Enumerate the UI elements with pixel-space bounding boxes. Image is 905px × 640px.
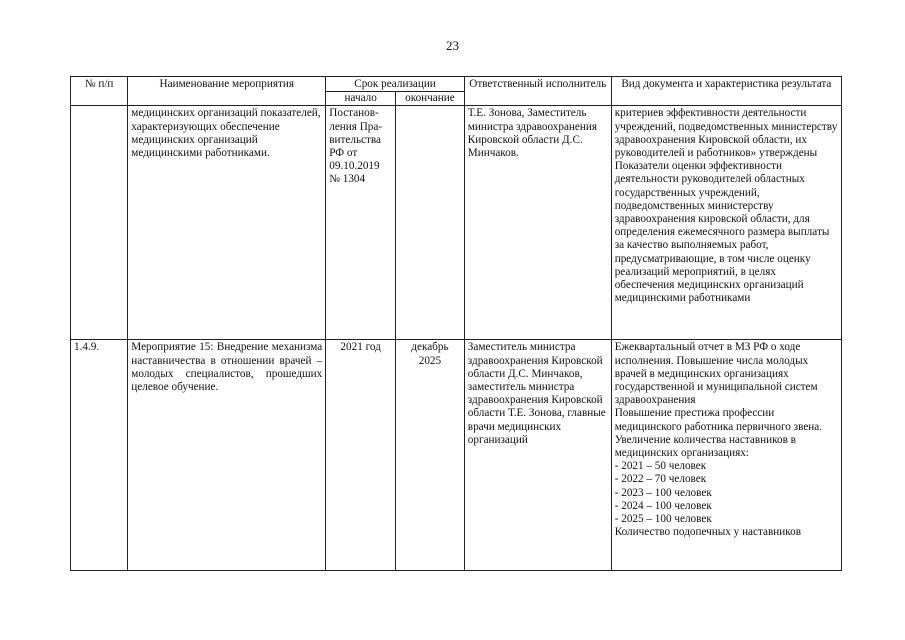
cell-name: Мероприятие 15: Внедрение механизма наставничества в отношении врачей – молодых специалистов, прошедших целевое обучение. bbox=[128, 340, 326, 571]
cell-end: декабрь 2025 bbox=[396, 340, 465, 571]
header-num: № п/п bbox=[71, 77, 128, 106]
result-line: - 2024 – 100 человек bbox=[614, 499, 712, 512]
cell-num: 1.4.9. bbox=[71, 340, 128, 571]
table-row bbox=[71, 340, 842, 571]
header-name: Наименование мероприятия bbox=[128, 77, 326, 106]
result-line: - 2025 – 100 человек bbox=[614, 513, 712, 526]
cell-start: Постанов-ления Пра-вительства РФ от 09.10.2019 № 1304 bbox=[326, 106, 396, 340]
result-line: - 2021 – 50 человек bbox=[614, 460, 707, 473]
cell-end bbox=[396, 106, 465, 340]
header-result: Вид документа и характеристика результата bbox=[611, 77, 841, 106]
result-line: Ежеквартальный отчет в МЗ РФ о ходе исполнения. Повышение числа молодых врачей в медицинских организациях государственной и муниципальной систем здравоохранения bbox=[614, 341, 818, 407]
result-line: - 2023 – 100 человек bbox=[614, 486, 712, 499]
cell-result: критериев эффективности деятельности учреждений, подведомственных министерству здравоохранения Кировской области, их руководителей и работников» утверждены Показатели оценки эффективности деятельности руководителей областных государственных учреждений, подведомственных министерству здравоохранения кировской области, для определения ежемесячного размера выплаты за качество выполняемых работ, предусматривающие, в том числе оценку реализаций мероприятий, в целях обеспечения медицинских организаций медицинскими работниками bbox=[611, 106, 841, 340]
cell-name: медицинских организаций показателей, характеризующих обеспечение медицинских организаций медицинскими работниками. bbox=[128, 106, 326, 340]
header-end: окончание bbox=[396, 92, 465, 106]
header-responsible: Ответственный исполнитель bbox=[464, 77, 611, 106]
header-start: начало bbox=[326, 92, 396, 106]
result-line: Увеличение количества наставников в медицинских организациях: bbox=[614, 433, 796, 460]
header-period: Срок реализации bbox=[326, 77, 465, 92]
measures-table bbox=[70, 76, 842, 571]
table-header-row bbox=[71, 77, 842, 92]
page-number: 23 bbox=[446, 38, 459, 53]
cell-responsible: Т.Е. Зонова, Заместитель министра здравоохранения Кировской области Д.С. Минчаков. bbox=[464, 106, 611, 340]
result-line: Повышение престижа профессии медицинского работника первичного звена. bbox=[614, 407, 823, 433]
cell-num bbox=[71, 106, 128, 340]
cell-start: 2021 год bbox=[326, 340, 396, 571]
result-line: - 2022 – 70 человек bbox=[614, 473, 707, 486]
cell-result bbox=[611, 340, 841, 571]
cell-responsible: Заместитель министра здравоохранения Кировской области Д.С. Минчаков, заместитель министра здравоохранения Кировской области Т.Е. Зонова, главные врачи медицинских организаций bbox=[464, 340, 611, 571]
result-line: Количество подопечных у наставников bbox=[614, 526, 801, 539]
table-row bbox=[71, 106, 842, 340]
